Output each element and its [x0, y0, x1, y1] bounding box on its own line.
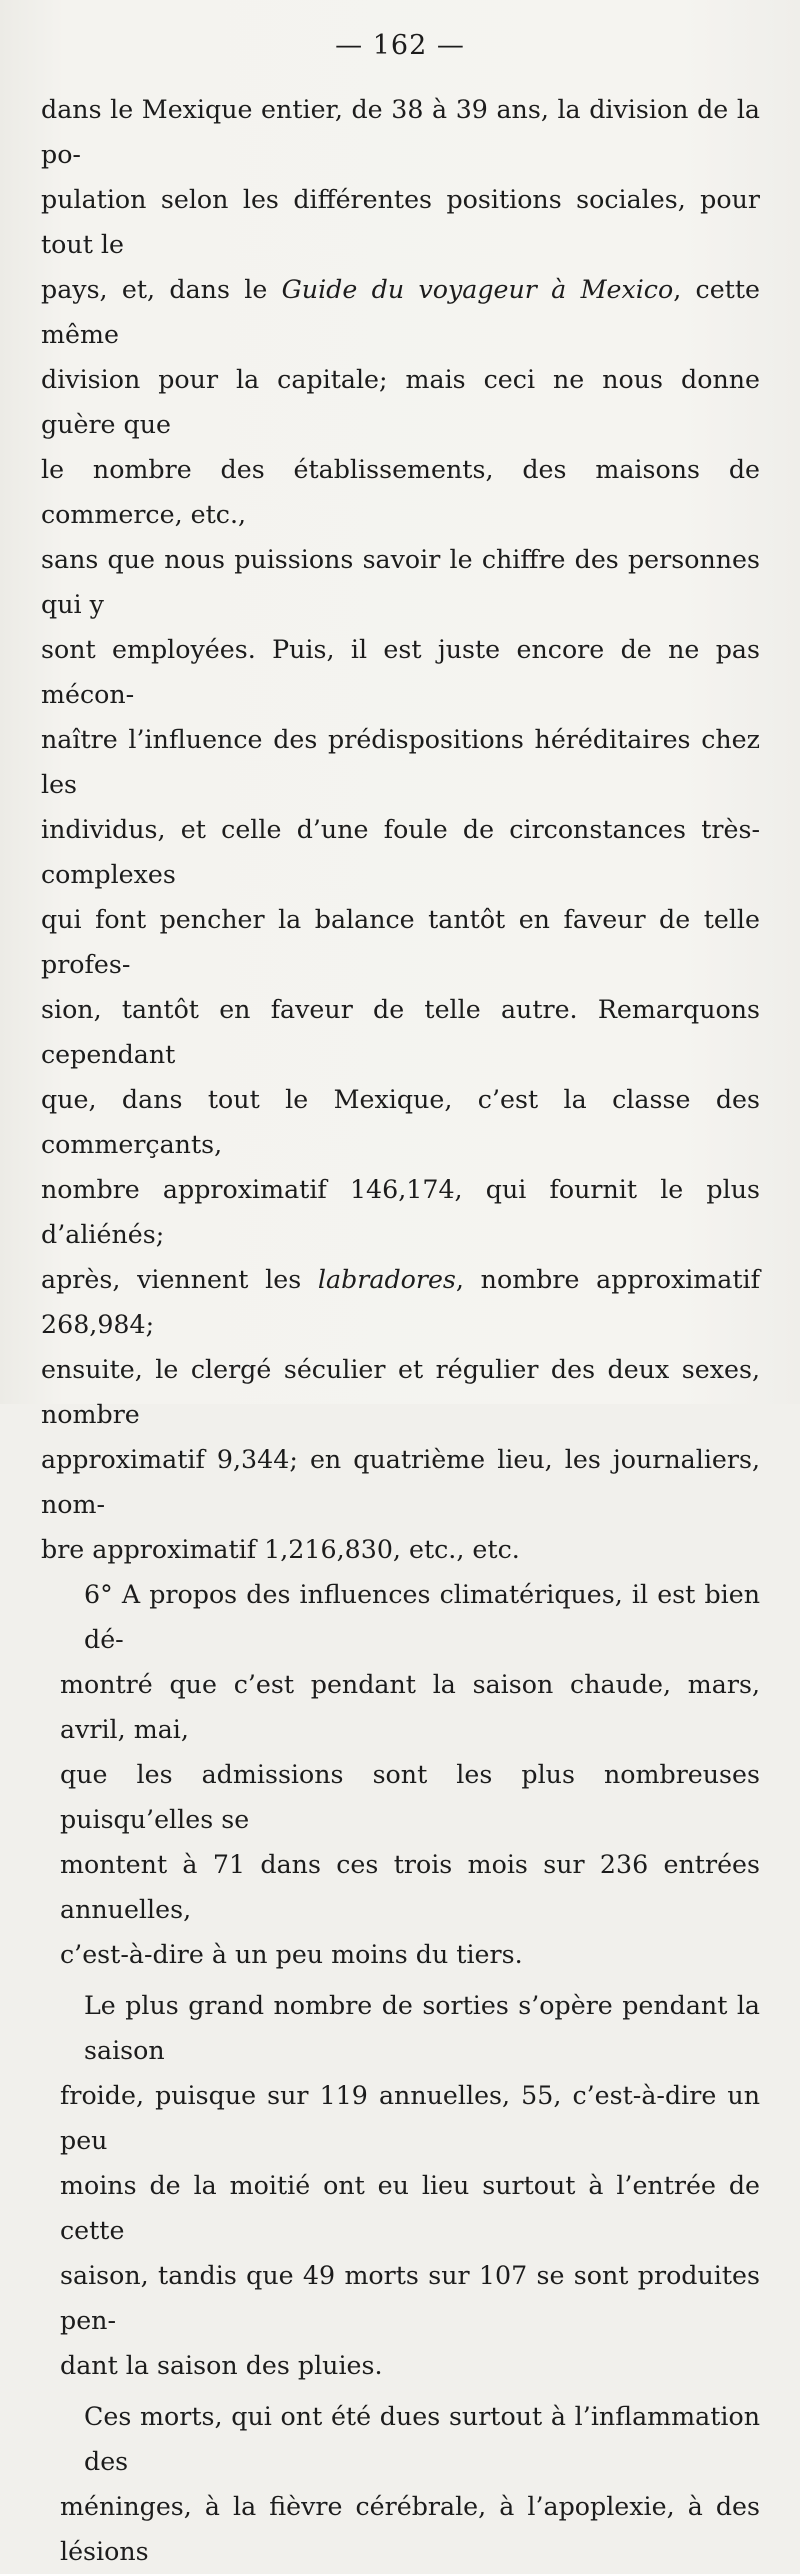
paragraph-1: [40, 87, 760, 1572]
text-line: méninges, à la fièvre cérébrale, à l’apoplexie, à des lésions: [60, 2492, 760, 2566]
text-line: bre approximatif 1,216,830, etc., etc.: [41, 1535, 520, 1564]
page-number: — 162 —: [335, 30, 465, 61]
text-line: dant la saison des pluies.: [60, 2351, 383, 2380]
text-line: Ces morts, qui ont été dues surtout à l’inflammation des: [84, 2402, 760, 2476]
text-line: sion, tantôt en faveur de telle autre. Remarquons cependant: [41, 995, 760, 1069]
text-line: montent à 71 dans ces trois mois sur 236 entrées annuelles,: [60, 1850, 760, 1924]
text-line: 6° A propos des influences climatériques, il est bien dé-: [84, 1580, 760, 1654]
text-line: c’est-à-dire à un peu moins du tiers.: [60, 1940, 523, 1969]
text-line: approximatif 9,344; en quatrième lieu, les journaliers, nom-: [41, 1445, 760, 1519]
text-line: nombre approximatif 146,174, qui fournit le plus d’aliénés;: [41, 1175, 760, 1249]
paragraph-2: [40, 1572, 760, 1977]
text-line: froide, puisque sur 119 annuelles, 55, c’est-à-dire un peu: [60, 2081, 760, 2155]
text-line: que, dans tout le Mexique, c’est la classe des commerçants,: [41, 1085, 760, 1159]
text-line: naître l’influence des prédispositions héréditaires chez les: [41, 725, 760, 799]
text-line: après, viennent les labradores, nombre approximatif 268,984;: [41, 1265, 760, 1339]
text-line: moins de la moitié ont eu lieu surtout à l’entrée de cette: [60, 2171, 760, 2245]
text-line: pays, et, dans le Guide du voyageur à Mexico, cette même: [41, 275, 760, 349]
italic-word: labradores: [317, 1265, 456, 1294]
text-line: individus, et celle d’une foule de circonstances très-complexes: [41, 815, 760, 889]
text-line: saison, tandis que 49 morts sur 107 se sont produites pen-: [60, 2261, 760, 2335]
text-line: sans que nous puissions savoir le chiffre des personnes qui y: [41, 545, 760, 619]
text-line: division pour la capitale; mais ceci ne nous donne guère que: [41, 365, 760, 439]
italic-title: Guide du voyageur à Mexico: [281, 275, 674, 304]
text-line: Le plus grand nombre de sorties s’opère pendant la saison: [84, 1991, 760, 2065]
text-line: pulation selon les différentes positions sociales, pour tout le: [41, 185, 760, 259]
text-line: dans le Mexique entier, de 38 à 39 ans, la division de la po-: [41, 95, 760, 169]
paragraph-3: [40, 1983, 760, 2388]
text-line: qui font pencher la balance tantôt en faveur de telle profes-: [41, 905, 760, 979]
text-line: montré que c’est pendant la saison chaude, mars, avril, mai,: [60, 1670, 760, 1744]
body-text: [40, 87, 760, 2574]
text-line: ensuite, le clergé séculier et régulier des deux sexes, nombre: [41, 1355, 760, 1429]
text-line: le nombre des établissements, des maisons de commerce, etc.,: [41, 455, 760, 529]
paragraph-4: [40, 2394, 760, 2574]
text-line: sont employées. Puis, il est juste encore de ne pas mécon-: [41, 635, 760, 709]
text-line: que les admissions sont les plus nombreuses puisqu’elles se: [60, 1760, 760, 1834]
